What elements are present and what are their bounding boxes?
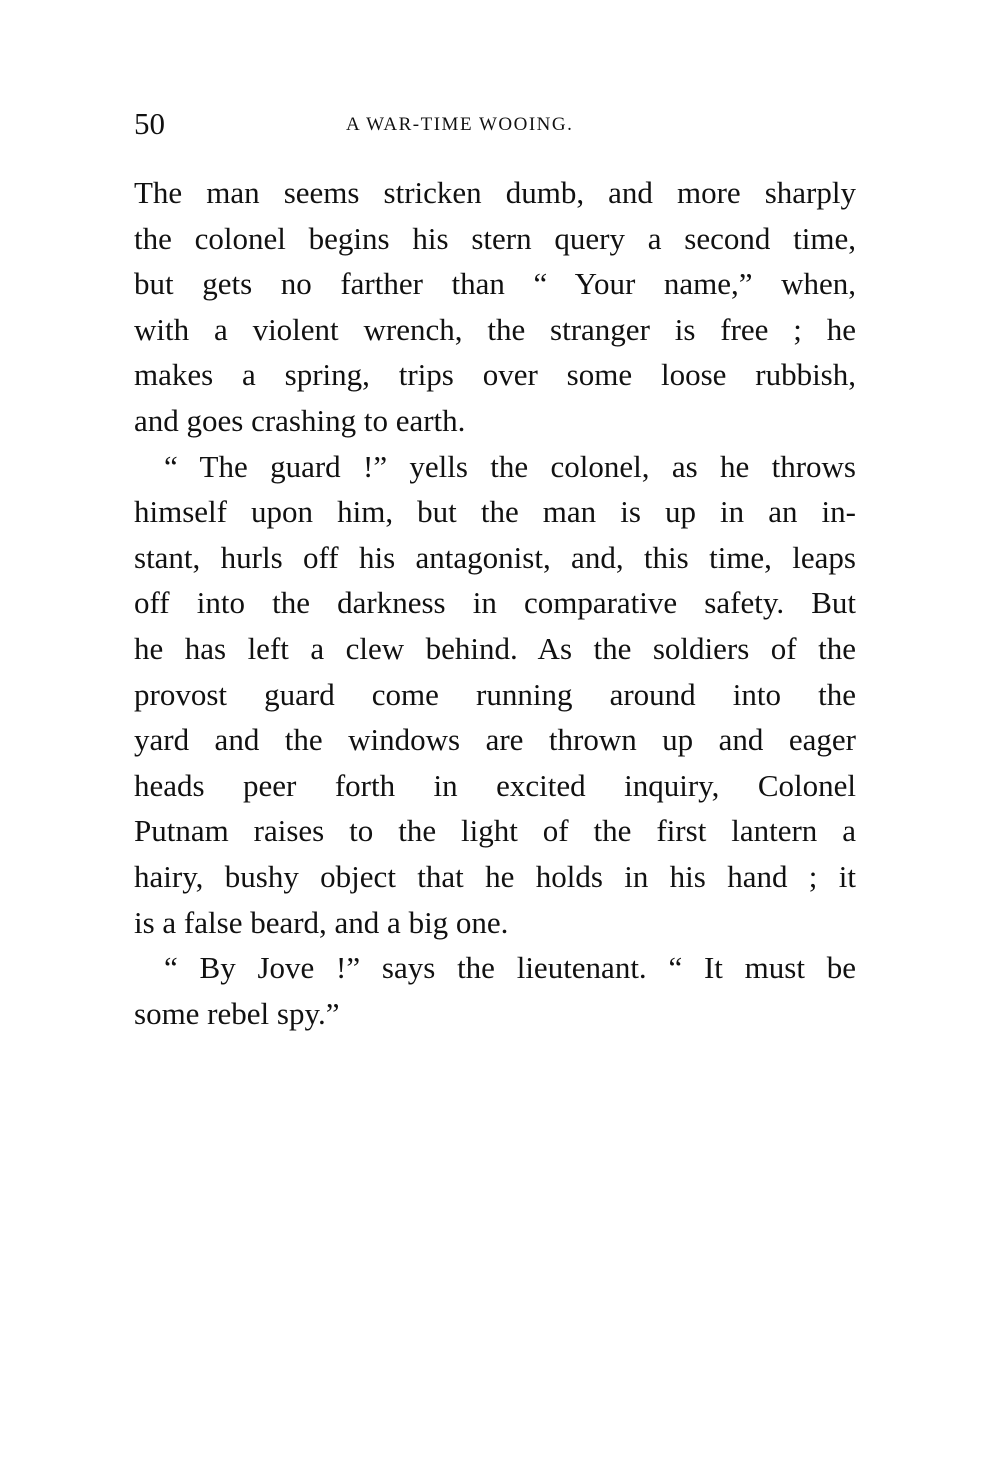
text-line: makes a spring, trips over some loose rubbish, xyxy=(134,357,856,393)
text-line: but gets no farther than “ Your name,” when, xyxy=(134,266,856,302)
text-line: he has left a clew behind. As the soldiers of the xyxy=(134,630,856,666)
running-head xyxy=(134,104,856,144)
text-line: and goes crashing to earth. xyxy=(134,402,466,438)
text-line: heads peer forth in excited inquiry, Colonel xyxy=(134,767,856,803)
text-line: The man seems stricken dumb, and more sharply xyxy=(134,175,856,210)
text-line: yard and the windows are thrown up and eager xyxy=(134,722,856,758)
text-line: hairy, bushy object that he holds in his hand ; it xyxy=(134,858,856,894)
text-line: is a false beard, and a big one. xyxy=(134,904,509,940)
text-line: the colonel begins his stern query a second time, xyxy=(134,220,856,256)
text-line: provost guard come running around into the xyxy=(134,676,856,712)
text-line: stant, hurls off his antagonist, and, this time, leaps xyxy=(134,539,856,575)
page-number: 50 xyxy=(134,106,165,141)
text-line: off into the darkness in comparative safety. But xyxy=(134,585,856,621)
text-line: with a violent wrench, the stranger is free ; he xyxy=(134,311,856,347)
running-title: A WAR-TIME WOOING. xyxy=(346,114,574,135)
text-line: “ The guard !” yells the colonel, as he throws xyxy=(164,448,856,484)
text-line: Putnam raises to the light of the first lantern a xyxy=(134,813,856,849)
text-line: some rebel spy.” xyxy=(134,995,340,1031)
body-text xyxy=(134,170,856,1036)
text-line: “ By Jove !” says the lieutenant. “ It must be xyxy=(164,950,856,986)
text-line: himself upon him, but the man is up in an in- xyxy=(134,494,856,530)
